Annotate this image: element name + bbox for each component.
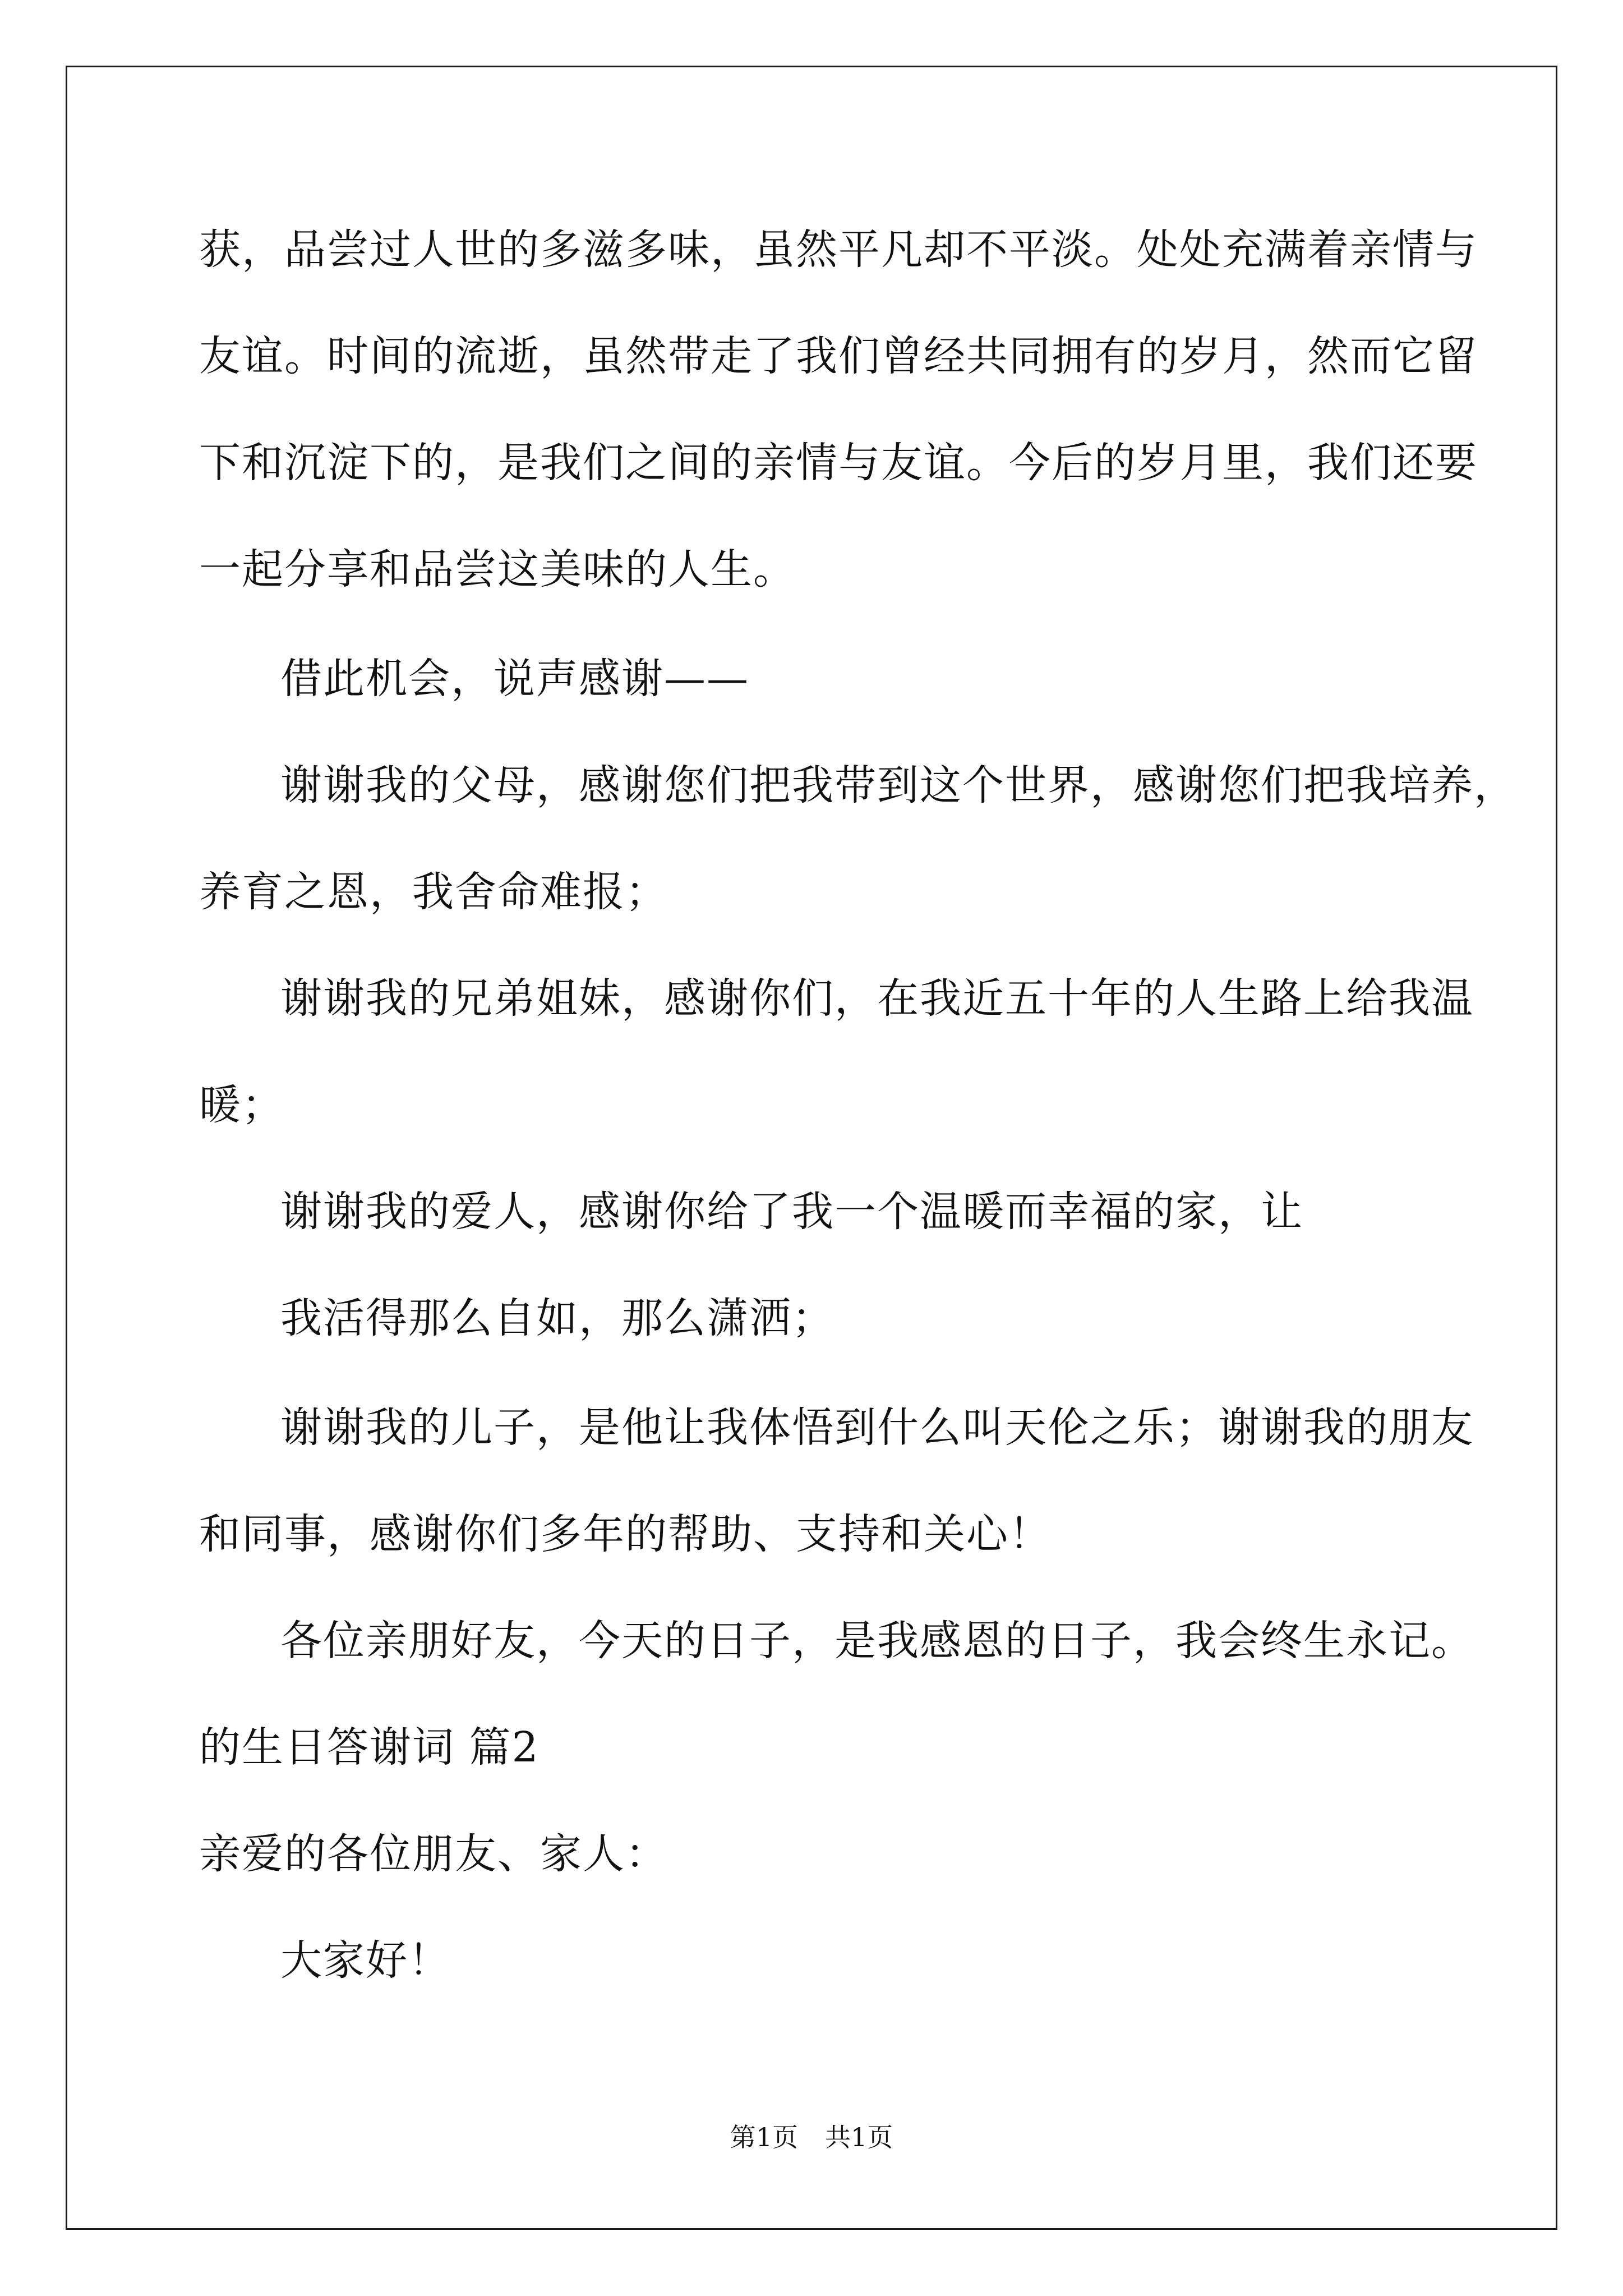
greeting: 大家好！ <box>280 1936 451 1985</box>
text-line: 谢谢我的父母，感谢您们把我带到这个世界，感谢您们把我培养， <box>280 761 1516 809</box>
text-line: 谢谢我的爱人，感谢你给了我一个温暖而幸福的家，让 <box>280 1188 1303 1236</box>
paragraph-intro: 借此机会，说声感谢—— <box>280 655 749 703</box>
text-line: 一起分享和品尝这美味的人生。 <box>199 545 796 593</box>
section-heading: 的生日答谢词 篇2 <box>199 1723 540 1772</box>
page-border <box>66 66 1557 2230</box>
text-line: 谢谢我的兄弟姐妹，感谢你们，在我近五十年的人生路上给我温 <box>280 974 1474 1023</box>
text-line: 各位亲朋好友，今天的日子，是我感恩的日子，我会终生永记。 <box>280 1617 1474 1665</box>
text-line: 谢谢我的儿子，是他让我体悟到什么叫天伦之乐；谢谢我的朋友 <box>280 1404 1474 1452</box>
text-line: 我活得那么自如，那么潇洒； <box>280 1294 834 1342</box>
text-line: 养育之恩，我舍命难报； <box>199 868 668 916</box>
page-number: 第1页 <box>730 2122 798 2152</box>
page-footer <box>0 2120 1623 2154</box>
page-total: 共1页 <box>825 2122 893 2152</box>
text-line: 暖； <box>199 1081 284 1129</box>
text-line: 下和沉淀下的，是我们之间的亲情与友谊。今后的岁月里，我们还要 <box>199 439 1478 487</box>
text-line: 和同事，感谢你们多年的帮助、支持和关心！ <box>199 1510 1052 1558</box>
text-line: 获，品尝过人世的多滋多味，虽然平凡却不平淡。处处充满着亲情与 <box>199 226 1478 274</box>
text-line: 友谊。时间的流逝，虽然带走了我们曾经共同拥有的岁月，然而它留 <box>199 332 1478 380</box>
salutation: 亲爱的各位朋友、家人： <box>199 1830 668 1878</box>
